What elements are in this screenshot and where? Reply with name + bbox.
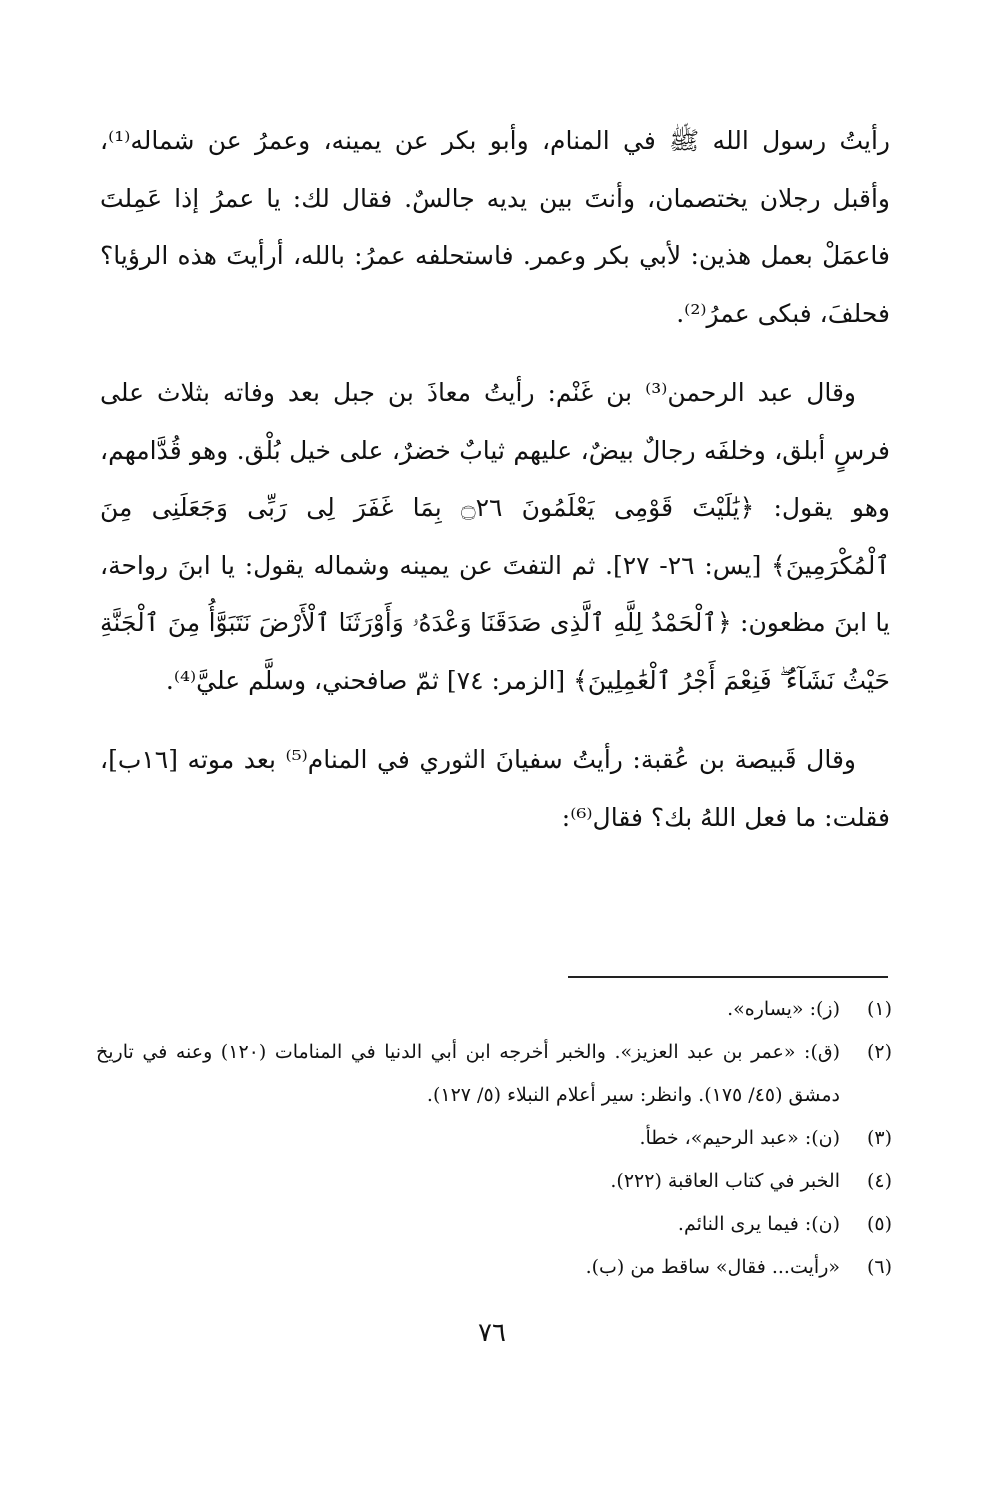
footnote-text: «رأيت... فقال» ساقط من (ب). xyxy=(585,1256,840,1278)
footnote-5 xyxy=(96,1203,892,1246)
paragraph-1: رأيتُ رسول الله ﷺ في المنام، وأبو بكر عن يمينه، وعمرُ عن شماله⁽¹⁾، وأقبل رجلان يختصمان، وأنتَ بين يديه جالسٌ. فقال لك: يا عمرُ إذا عَمِلتَ فاعمَلْ بعمل هذين: لأبي بكر وعمر. فاستحلفه عمرُ: بالله، أرأيتَ هذه الرؤيا؟ فحلفَ، فبكى عمرُ⁽²⁾. xyxy=(100,126,890,328)
paragraph-2: وقال عبد الرحمن⁽³⁾ بن غَنْم: رأيتُ معاذَ بن جبل بعد وفاته بثلاث على فرسٍ أبلق، وخلفَه رجالٌ بيضٌ، عليهم ثيابٌ خضرٌ، على خيل بُلْق. وهو قُدَّامهم، وهو يقول: ﴿يَٰلَيْتَ قَوْمِى يَعْلَمُونَ ۝٢٦ بِمَا غَفَرَ لِى رَبِّى وَجَعَلَنِى مِنَ ٱلْمُكْرَمِينَ﴾ [يس: ٢٦- ٢٧]. ثم التفتَ عن يمينه وشماله يقول: يا ابنَ رواحة، يا ابنَ مظعون: ﴿ٱلْحَمْدُ لِلَّهِ ٱلَّذِى صَدَقَنَا وَعْدَهُۥ وَأَوْرَثَنَا ٱلْأَرْضَ نَتَبَوَّأُ مِنَ ٱلْجَنَّةِ حَيْثُ نَشَآءُ ۖ فَنِعْمَ أَجْرُ ٱلْعَٰمِلِينَ﴾ [الزمر: ٧٤] ثمّ صافحني، وسلَّم عليَّ⁽⁴⁾. xyxy=(100,378,890,695)
footnote-text: (ن): فيما يرى النائم. xyxy=(677,1213,840,1235)
footnote-divider xyxy=(568,976,888,978)
footnote-number: (٢) xyxy=(866,1041,892,1063)
footnote-text: الخبر في كتاب العاقبة (٢٢٢). xyxy=(610,1170,840,1192)
footnote-text: (ز): «يساره». xyxy=(727,998,840,1020)
footnote-number: (٥) xyxy=(866,1213,892,1235)
footnote-1 xyxy=(96,988,892,1031)
footnote-text: (ن): «عبد الرحيم»، خطأ. xyxy=(639,1127,840,1149)
footnote-2 xyxy=(96,1031,892,1117)
footnote-number: (١) xyxy=(866,998,892,1020)
paragraph-3: وقال قَبيصة بن عُقبة: رأيتُ سفيانَ الثوري في المنام⁽⁵⁾ بعد موته [١٦ب]، فقلت: ما فعل اللهُ بك؟ فقال⁽⁶⁾: xyxy=(100,745,890,832)
footnote-text: (ق): «عمر بن عبد العزيز». والخبر أخرجه ابن أبي الدنيا في المنامات (١٢٠) وعنه في تاريخ دمشق (٤٥/ ١٧٥). وانظر: سير أعلام النبلاء (٥/ ١٢٧). xyxy=(96,1041,841,1106)
footnotes-section xyxy=(96,988,892,1289)
footnote-number: (٦) xyxy=(866,1256,892,1278)
footnote-3 xyxy=(96,1117,892,1160)
footnote-number: (٣) xyxy=(866,1127,892,1149)
body-text xyxy=(100,112,890,927)
footnote-6 xyxy=(96,1246,892,1289)
footnote-4 xyxy=(96,1160,892,1203)
footnote-number: (٤) xyxy=(866,1170,892,1192)
page-number: ٧٦ xyxy=(478,1318,506,1348)
main-text-block xyxy=(100,112,890,927)
